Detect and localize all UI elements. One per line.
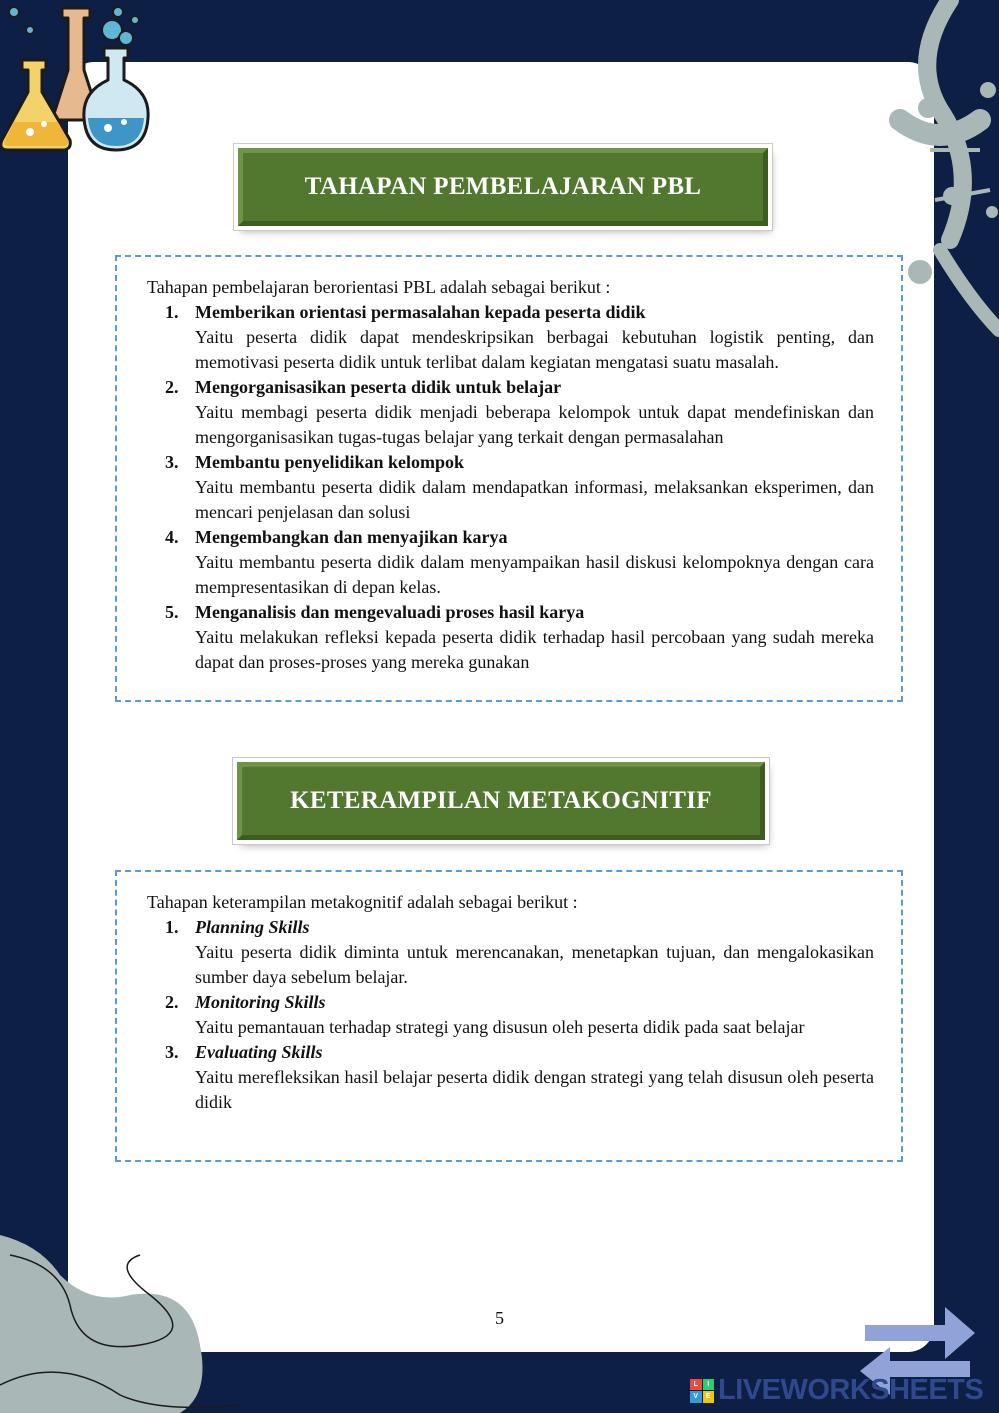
list-item (147, 525, 874, 600)
step-description: Yaitu pemantauan terhadap strategi yang disusun oleh peserta didik pada saat belajar (195, 1017, 805, 1037)
section1-steps-list (147, 300, 874, 675)
section2-intro: Tahapan keterampilan metakognitif adalah sebagai berikut : (147, 892, 578, 912)
step-title: Memberikan orientasi permasalahan kepada peserta didik (195, 302, 646, 322)
step-title: Mengorganisasikan peserta didik untuk belajar (195, 377, 562, 397)
section2-title-banner (237, 762, 765, 840)
step-number: 1. (165, 302, 179, 322)
step-number: 1. (165, 917, 179, 937)
step-number: 2. (165, 992, 179, 1012)
liveworksheets-watermark[interactable] (690, 1374, 983, 1407)
list-item (147, 915, 874, 990)
step-number: 3. (165, 452, 179, 472)
step-description: Yaitu peserta didik dapat mendeskripsikan berbagai kebutuhan logistik penting, dan memotivasi peserta didik untuk terlibat dalam kegiatan mengatasi suatu masalah. (195, 327, 874, 372)
step-description: Yaitu merefleksikan hasil belajar peserta didik dengan strategi yang telah disusun oleh peserta didik (195, 1067, 874, 1112)
section1-content-box (115, 255, 903, 702)
list-item (147, 1040, 874, 1115)
logo-letter: E (703, 1391, 715, 1403)
step-title: Planning Skills (195, 917, 310, 937)
section2-title: KETERAMPILAN METAKOGNITIF (290, 787, 712, 814)
step-number: 4. (165, 527, 179, 547)
section2-content-box (115, 870, 903, 1162)
step-title: Membantu penyelidikan kelompok (195, 452, 465, 472)
page-number: 5 (495, 1308, 504, 1328)
lab-flasks-icon (0, 0, 160, 160)
step-title: Evaluating Skills (195, 1042, 323, 1062)
step-title: Menganalisis dan mengevaluadi proses hasil karya (195, 602, 585, 622)
step-description: Yaitu peserta didik diminta untuk merencanakan, menetapkan tujuan, dan mengalokasikan sumber daya sebelum belajar. (195, 942, 874, 987)
step-description: Yaitu membagi peserta didik menjadi beberapa kelompok untuk dapat mendefiniskan dan mengorganisasikan tugas-tugas belajar yang terkait dengan permasalahan (195, 402, 874, 447)
step-description: Yaitu membantu peserta didik dalam mendapatkan informasi, melaksankan eksperimen, dan mencari penjelasan dan solusi (195, 477, 874, 522)
liveworksheets-logo-icon (690, 1379, 714, 1403)
section2-steps-list (147, 915, 874, 1115)
section1-title-banner (238, 148, 768, 226)
watermark-text: LIVEWORKSHEETS (718, 1374, 984, 1406)
step-title: Monitoring Skills (195, 992, 326, 1012)
logo-letter: I (703, 1379, 715, 1391)
step-description: Yaitu membantu peserta didik dalam menyampaikan hasil diskusi kelompoknya dengan cara mempresentasikan di depan kelas. (195, 552, 874, 597)
section1-intro: Tahapan pembelajaran berorientasi PBL adalah sebagai berikut : (147, 277, 611, 297)
step-number: 2. (165, 377, 179, 397)
section1-title: TAHAPAN PEMBELAJARAN PBL (304, 173, 702, 200)
list-item (147, 375, 874, 450)
step-description: Yaitu melakukan refleksi kepada peserta didik terhadap hasil percobaan yang sudah mereka dapat dan proses-proses yang mereka gunakan (195, 627, 874, 672)
list-item (147, 600, 874, 675)
logo-letter: V (690, 1391, 702, 1403)
step-number: 3. (165, 1042, 179, 1062)
list-item (147, 990, 874, 1040)
step-number: 5. (165, 602, 179, 622)
step-title: Mengembangkan dan menyajikan karya (195, 527, 508, 547)
list-item (147, 300, 874, 375)
list-item (147, 450, 874, 525)
logo-letter: L (690, 1379, 702, 1391)
